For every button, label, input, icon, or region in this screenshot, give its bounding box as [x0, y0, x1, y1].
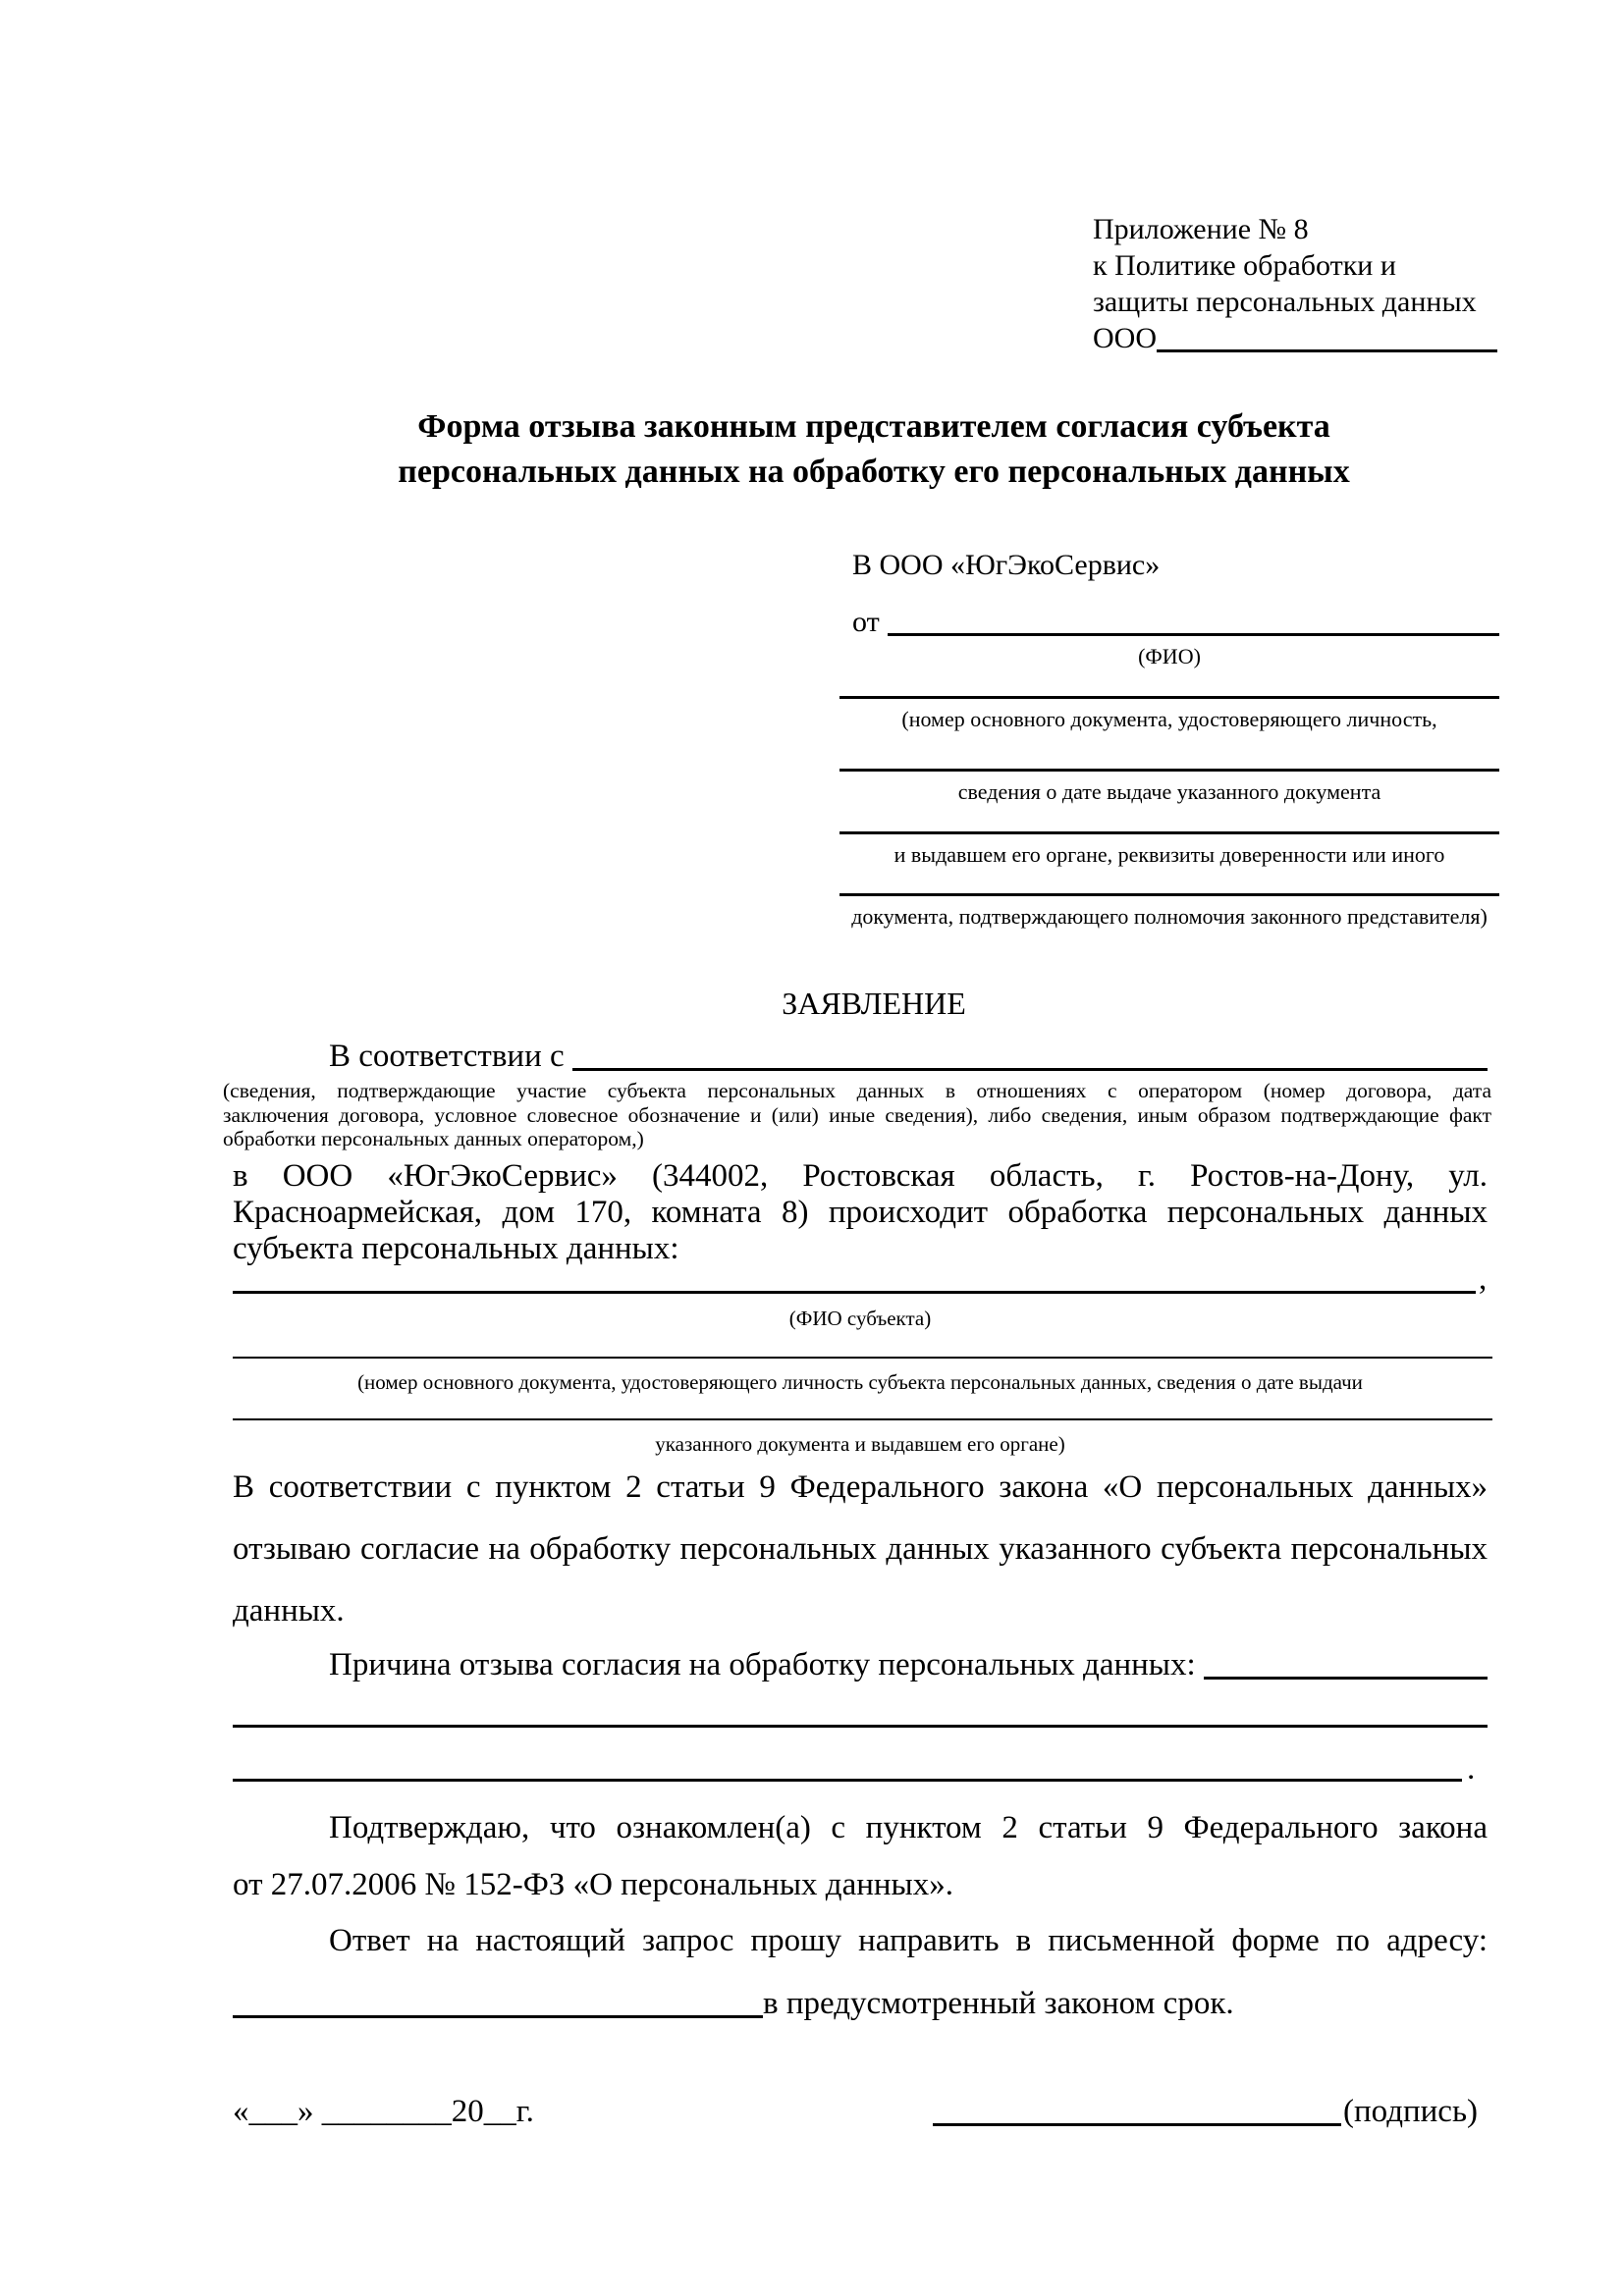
subject-doc-caption-1: (номер основного документа, удостоверяющего личность субъекта персональных данных, сведения о дате выдачи	[357, 1370, 1363, 1394]
operator-paragraph	[233, 1158, 1488, 1267]
revocation-line-1: В соответствии с пунктом 2 статьи 9 Федерального закона «О персональных данных»	[233, 1469, 1488, 1505]
confirmation-paragraph	[233, 1799, 1488, 1913]
fio-caption: (ФИО)	[1138, 644, 1201, 668]
operator-line-3: субъекта персональных данных:	[233, 1231, 679, 1266]
appendix-line-2: к Политике обработки и	[1093, 249, 1396, 282]
subject-fio-caption: (ФИО субъекта)	[788, 1307, 932, 1330]
subject-doc-caption-2: указанного документа и выдавшем его органе)	[655, 1432, 1065, 1456]
subject-fio-line[interactable]	[233, 1291, 1476, 1294]
confirmation-line-1: Подтверждаю, что ознакомлен(а) с пунктом 2 статьи 9 Федерального закона	[329, 1810, 1488, 1845]
reply-paragraph-line-1: Ответ на настоящий запрос прошу направить в письменной форме по адресу:	[329, 1923, 1488, 1958]
signature-caption: (подпись)	[1343, 2094, 1478, 2129]
company-name: В ООО «ЮгЭкоСервис»	[852, 549, 1161, 581]
subject-fio-comma: ,	[1479, 1261, 1488, 1297]
document-title	[245, 404, 1502, 495]
date-field[interactable]: «___» ________20__г.	[233, 2094, 534, 2129]
subject-doc-line-1[interactable]	[233, 1357, 1492, 1359]
document-title-line-1: Форма отзыва законным представителем согласия субъекта	[417, 408, 1330, 445]
reply-address-blank-field[interactable]	[233, 2015, 763, 2018]
doc-field-line-1[interactable]	[839, 696, 1499, 699]
doc-field-caption-2: сведения о дате выдаче указанного документа	[957, 779, 1381, 804]
confirmation-line-2: от 27.07.2006 № 152-ФЗ «О персональных данных».	[233, 1867, 953, 1902]
reply-address-row	[233, 1986, 1488, 2022]
fio-blank-field[interactable]	[888, 633, 1499, 636]
statement-heading: ЗАЯВЛЕНИЕ	[782, 986, 966, 1021]
reason-line-period: .	[1467, 1751, 1476, 1787]
doc-field-caption-1: (номер основного документа, удостоверяющего личность,	[901, 707, 1437, 731]
doc-field-line-2[interactable]	[839, 769, 1499, 772]
appendix-block	[1093, 211, 1497, 356]
doc-field-caption-4: документа, подтверждающего полномочия законного представителя)	[851, 904, 1488, 929]
accordance-caption-line-3: обработки персональных данных оператором,)	[223, 1127, 644, 1150]
operator-line-1: в ООО «ЮгЭкоСервис» (344002, Ростовская область, г. Ростов-на-Дону, ул.	[233, 1158, 1488, 1194]
ooo-label: ООО	[1093, 322, 1157, 354]
signature-blank-field[interactable]	[933, 2123, 1341, 2126]
subject-doc-line-2[interactable]	[233, 1418, 1492, 1420]
reason-row	[233, 1647, 1488, 1683]
accordance-caption-line-2: заключения договора, условное словесное обозначение и (или) иные сведения), либо сведения, иным образом подтверждающие факт	[223, 1102, 1491, 1127]
revocation-line-2: отзываю согласие на обработку персональных данных указанного субъекта персональных	[233, 1531, 1488, 1567]
accordance-blank-field[interactable]	[572, 1068, 1488, 1071]
operator-line-2: Красноармейская, дом 170, комната 8) происходит обработка персональных данных	[233, 1195, 1488, 1230]
accordance-prefix: В соответствии с	[329, 1039, 565, 1074]
reply-suffix: в предусмотренный законом срок.	[763, 1986, 1234, 2021]
reason-blank-field[interactable]	[1204, 1677, 1488, 1680]
doc-field-line-3[interactable]	[839, 831, 1499, 834]
doc-field-caption-3: и выдавшем его органе, реквизиты доверенности или иного	[893, 842, 1445, 867]
reason-extra-line-2[interactable]	[233, 1779, 1462, 1782]
accordance-row	[233, 1039, 1488, 1075]
reason-prefix: Причина отзыва согласия на обработку персональных данных:	[329, 1647, 1196, 1682]
ooo-blank-field[interactable]	[1157, 349, 1497, 352]
from-label: от	[852, 606, 880, 638]
document-title-line-2: персональных данных на обработку его персональных данных	[398, 454, 1350, 490]
accordance-caption-line-1: (сведения, подтверждающие участие субъекта персональных данных в отношениях с оператором (номер договора, дата	[223, 1079, 1491, 1102]
reason-extra-line-1[interactable]	[233, 1725, 1488, 1728]
doc-field-line-4[interactable]	[839, 893, 1499, 896]
appendix-ooo-row	[1093, 320, 1497, 356]
appendix-line-1: Приложение № 8	[1093, 213, 1309, 245]
from-row	[852, 604, 1499, 640]
revocation-line-3: данных.	[233, 1593, 345, 1629]
accordance-caption	[223, 1079, 1491, 1151]
revocation-paragraph	[233, 1457, 1488, 1642]
appendix-line-3: защиты персональных данных	[1093, 286, 1477, 318]
